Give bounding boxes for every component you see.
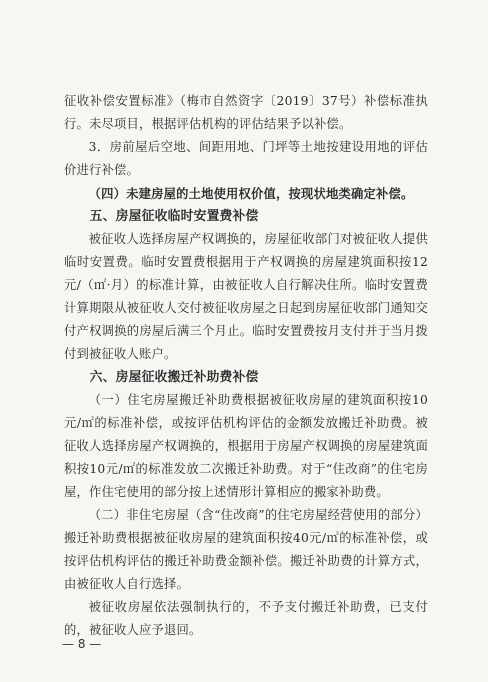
paragraph-nonresidential-relocation: （二）非住宅房屋（含“住改商”的住宅房屋经营使用的部分）搬迁补助费根据被征收房屋的建筑面积按40元/㎡的标准补偿，或按评估机构评估的搬迁补助费金额补偿。搬迁补助费的计算方式，由被征收人自行选择。 [64, 508, 428, 591]
document-body [64, 90, 428, 642]
paragraph-item-3: 3．房前屋后空地、间距用地、门坪等土地按建设用地的评估价进行补偿。 [64, 140, 428, 177]
paragraph-forced-execution: 被征收房屋依法强制执行的，不予支付搬迁补助费，已支付的，被征收人应予退回。 [64, 600, 428, 637]
paragraph-temporary-resettlement: 被征收人选择房屋产权调换的，房屋征收部门对被征收人提供临时安置费。临时安置费根据用于产权调换的房屋建筑面积按12元/（㎡·月）的标准计算，由被征收人自行解决住所。临时安置费计算期限从被征收人交付被征收房屋之日起到房屋征收部门通知交付产权调换的房屋后满三个月止。临时安置费按月支付并于当月拨付到被征收人账户。 [64, 232, 428, 361]
paragraph-unbuilt-land: （四）未建房屋的土地使用权价值，按现状地类确定补偿。 [88, 186, 414, 201]
section-heading-relocation-subsidy: 六、房屋征收搬迁补助费补偿 [89, 370, 259, 385]
section-heading-temporary-resettlement: 五、房屋征收临时安置费补偿 [89, 209, 259, 224]
paragraph-residential-relocation: （一）住宅房屋搬迁补助费根据被征收房屋的建筑面积按10元/㎡的标准补偿，或按评估机构评估的金额发放搬迁补助费。被征收人选择房屋产权调换的，根据用于房屋产权调换的房屋建筑面积按10元/㎡的标准发放二次搬迁补助费。对于“住改商”的住宅房屋，作住宅使用的部分按上述情形计算相应的搬家补助费。 [64, 393, 428, 499]
page-number: — 8 — [62, 637, 102, 651]
paragraph-compensation-standard: 征收补偿安置标准》（梅市自然资字〔2019〕37号）补偿标准执行。未尽项目，根据评估机构的评估结果予以补偿。 [64, 94, 428, 131]
